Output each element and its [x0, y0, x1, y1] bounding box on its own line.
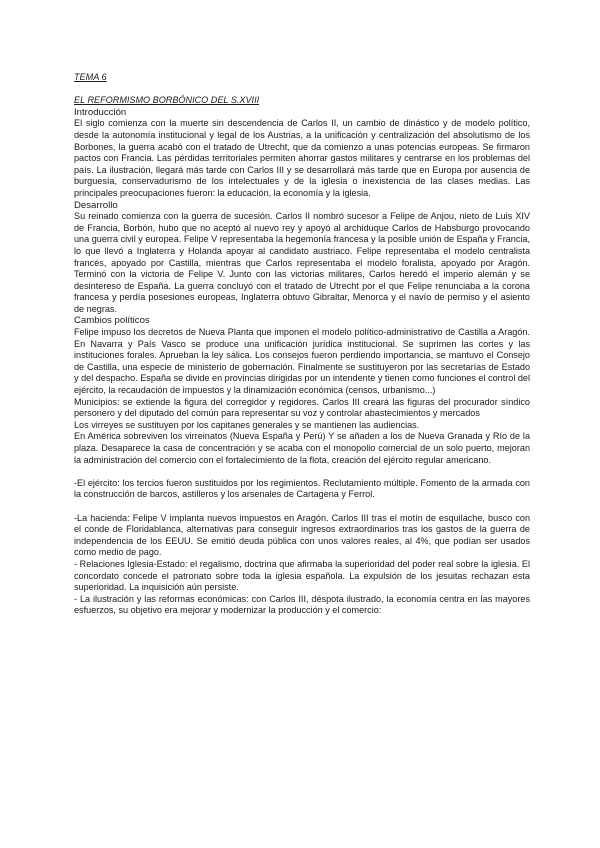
paragraph-iglesia-estado: - Relaciones Iglesia-Estado: el regalismo, doctrina que afirmaba la superioridad del poder real sobre la iglesia. El concordato concede el patronato sobre toda la iglesia española. La expulsión de los jesuitas rechazan esta superioridad. La inquisición aún persiste.	[74, 558, 530, 593]
blank-line	[74, 466, 530, 478]
paragraph-ejercito: -El ejército: los tercios fueron sustituidos por los regimientos. Reclutamiento múltiple. Fomento de la armada con la construcción de barcos, astilleros y los arsenales de Cartagena y Ferrol.	[74, 477, 530, 500]
paragraph-virreyes: Los virreyes se sustituyen por los capitanes generales y se mantienen las audiencias.	[74, 419, 420, 430]
blank-line	[74, 501, 530, 513]
document-page	[74, 72, 530, 617]
document-title: EL REFORMISMO BORBÓNICO DEL S.XVIII	[74, 95, 260, 106]
section-heading-desarrollo: Desarrollo	[74, 199, 118, 211]
tema-label: TEMA 6	[74, 72, 107, 82]
paragraph-ilustracion: - La ilustración y las reformas económicas: con Carlos III, déspota ilustrado, la economía centra en las mayores esfuerzos, su objetivo era mejorar y modernizar la producción y el comercio:	[74, 593, 530, 616]
paragraph-desarrollo: Su reinado comienza con la guerra de sucesión. Carlos II nombró sucesor a Felipe de Anjou, nieto de Luis XIV de Francia, Borbón, hubo que no aceptó al nuevo rey y apoyó al archiduque Carlos de Habsburgo provocando una guerra civil y europea. Felipe V representaba la hegemonía francesa y la posible unión de España y Francia, lo que llevó a Inglaterra y Holanda apoyar al candidato austriaco. Felipe representaba el modelo centralista francés, apoyado por Castilla, mientras que Carlos representaba el modelo foralista, apoyado por Aragón. Terminó con la victoria de Felipe V. Junto con las victorias militares, Carlos heredó el imperio alemán y se desintereso de España. La guerra concluyó con el tratado de Utrecht por el que Felipe renunciaba a la corona francesa y perdía posesiones europeas, Inglaterra obtuvo Gibraltar, Menorca y el navío de permiso y el asiento de negras.	[74, 211, 530, 314]
paragraph-nueva-planta: Felipe impuso los decretos de Nueva Planta que imponen el modelo político-administrativo de Castilla a Aragón. En Navarra y País Vasco se produce una unificación jurídica institucional. Se suprimen las cortes y las instituciones forales. Aprueban la ley sálica. Los consejos fueron perdiendo importancia, se mantuvo el Consejo de Castilla, una especie de ministerio de gobernación. Finalmente se sustituyeron por las secretarías de Estado y del despacho. España se divide en provincias dirigidas por un intendente y tienen como funciones el control del ejército, la recaudación de impuestos y la dinamización económica (censos, urbanismo...)	[74, 327, 530, 396]
paragraph-hacienda: -La hacienda: Felipe V implanta nuevos impuestos en Aragón. Carlos III tras el motín de esquilache, busco con el conde de Floridablanca, alternativas para conseguir ingresos extraordinarios tras los gastos de la guerra de independencia de los EEUU. Se emitió deuda pública con unos valores reales, al 4%, que podían ser usados como medio de pago.	[74, 512, 530, 558]
paragraph-introduccion: El siglo comienza con la muerte sin descendencia de Carlos II, un cambio de dinástico y de modelo político, desde la autonomía institucional y legal de los Austrias, a la unificación y centralización del absolutismo de los Borbones, la guerra acabó con el tratado de Utrecht, que da comienzo a unas potencias europeas. Se firmaron pactos con Francia. Las pérdidas territoriales permiten ahorrar gastos militares y centrarse en los problemas del país. La ilustración, llegará más tarde con Carlos III y se desarrollará más tarde que en Europa por ausencia de burguesía, conservadurismo de los intelectuales y de la iglesia o inexistencia de las clases medias. Las principales preocupaciones fueron: la educación, la economía y la iglesia.	[74, 118, 530, 198]
section-heading-cambios-politicos: Cambios políticos	[74, 315, 150, 327]
paragraph-america: En América sobreviven los virreinatos (Nueva España y Perú) Y se añaden a los de Nueva Granada y Río de la plaza. Desaparece la casa de concentración y se acaba con el monopolio comercial de un solo puerto, mejoran la administración del comercio con el fortalecimiento de la flota, creación del ejército regular americano.	[74, 431, 530, 465]
paragraph-municipios: Municipios: se extiende la figura del corregidor y regidores. Carlos III creará las figuras del procurador síndico personero y del diputado del común para representar su voz y controlar abastecimientos y mercados	[74, 396, 530, 419]
section-heading-introduccion: Introducción	[74, 106, 127, 118]
